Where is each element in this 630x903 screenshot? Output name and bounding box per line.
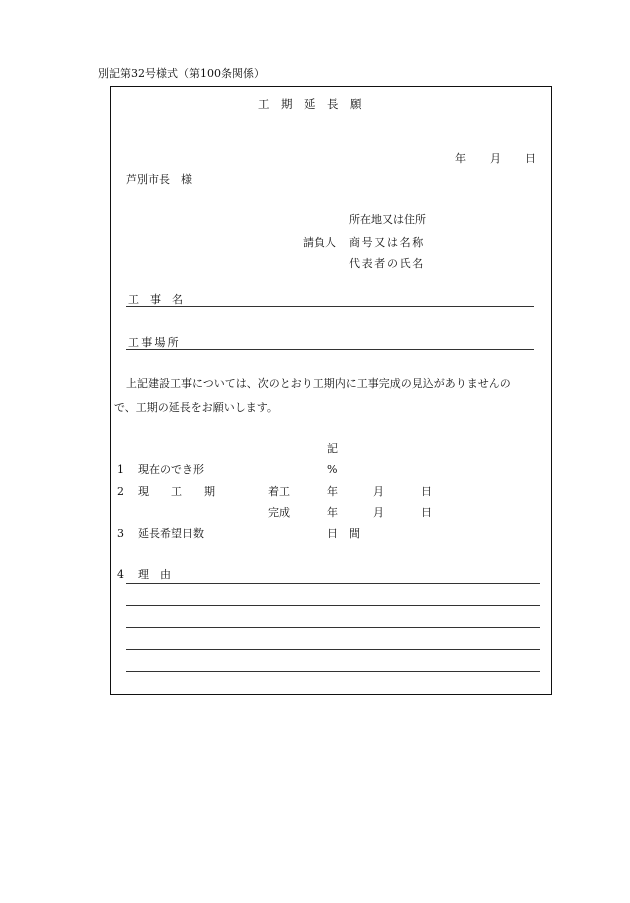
date-year-label: 年 xyxy=(455,152,466,165)
item-3-label: 延長希望日数 xyxy=(138,527,204,540)
reason-line-1[interactable] xyxy=(126,583,540,584)
item-2-number: 2 xyxy=(117,485,124,498)
item-2-end-month: 月 xyxy=(373,506,384,519)
item-2-end-year: 年 xyxy=(327,506,338,519)
item-2-start-month: 月 xyxy=(373,485,384,498)
contractor-representative-label: 代表者の氏名 xyxy=(349,257,425,270)
reason-line-5[interactable] xyxy=(126,671,540,672)
reason-line-4[interactable] xyxy=(126,649,540,650)
form-title: 工 期 延 長 願 xyxy=(258,97,362,111)
item-3-number: 3 xyxy=(117,527,124,540)
item-2-start-year: 年 xyxy=(327,485,338,498)
body-text-line1: 上記建設工事については、次のとおり工期内に工事完成の見込がありませんの xyxy=(126,377,511,390)
item-3-days-unit: 日 間 xyxy=(327,527,360,540)
contractor-label: 請負人 xyxy=(303,236,336,249)
project-site-label: 工事場所 xyxy=(128,336,181,349)
contractor-trade-name-label: 商号又は名称 xyxy=(349,236,425,249)
item-2-label: 現 工 期 xyxy=(138,485,215,498)
item-2-end-label: 完成 xyxy=(268,506,290,519)
item-2-start-label: 着工 xyxy=(268,485,290,498)
reason-line-2[interactable] xyxy=(126,605,540,606)
item-1-label: 現在のでき形 xyxy=(138,463,204,476)
project-site-line[interactable] xyxy=(126,349,534,350)
project-name-line[interactable] xyxy=(126,306,534,307)
item-1-percent: % xyxy=(327,463,338,476)
date-day-label: 日 xyxy=(525,152,536,165)
contractor-address-label: 所在地又は住所 xyxy=(349,213,426,226)
body-text-line2: で、工期の延長をお願いします。 xyxy=(114,401,278,414)
project-name-label: 工 事 名 xyxy=(128,293,183,306)
item-4-label: 理 由 xyxy=(138,568,171,581)
form-caption: 別記第32号様式（第100条関係） xyxy=(98,67,265,80)
item-2-start-day: 日 xyxy=(421,485,432,498)
ki-heading: 記 xyxy=(327,442,338,455)
item-2-end-day: 日 xyxy=(421,506,432,519)
date-month-label: 月 xyxy=(490,152,501,165)
reason-line-3[interactable] xyxy=(126,627,540,628)
addressee: 芦別市長 様 xyxy=(126,173,192,186)
item-1-number: 1 xyxy=(117,463,124,476)
item-4-number: 4 xyxy=(117,568,124,581)
